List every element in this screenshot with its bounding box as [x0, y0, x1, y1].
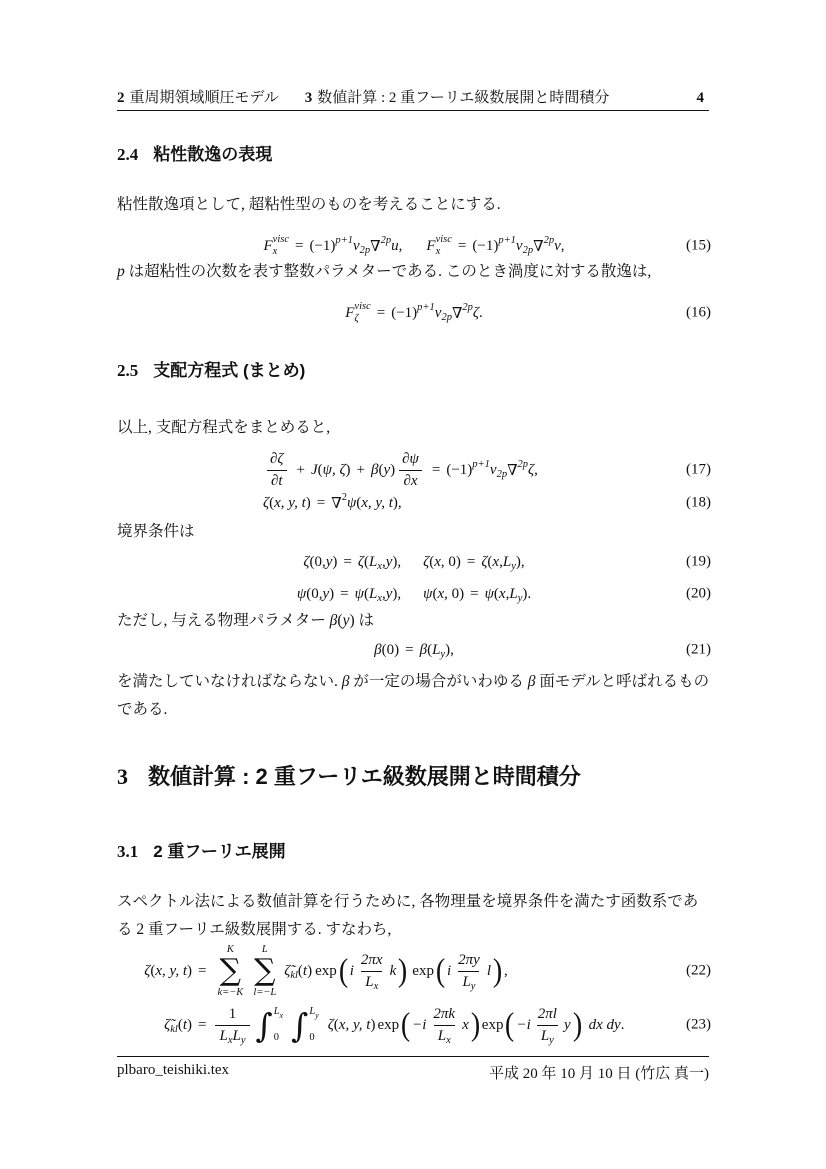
- paragraph-beta-parameter: ただし, 与える物理パラメター β(y) は: [117, 612, 375, 629]
- footer-filename: plbaro_teishiki.tex: [117, 1062, 230, 1078]
- header-doc-title-number: 2: [117, 90, 125, 106]
- section-number: 3: [117, 764, 128, 789]
- equation-16: F visc ζ = (−1) p+1 ν 2p ∇ 2p ζ . (16): [345, 301, 711, 324]
- section-heading-3-1: [117, 837, 286, 862]
- section-heading-3: [117, 760, 581, 791]
- equals-sign: =: [198, 962, 207, 979]
- equation-number-21: (21): [686, 641, 711, 658]
- equals-sign: =: [198, 1016, 207, 1033]
- equation-23-lhs: ζ̃ kl ( t ): [164, 1016, 192, 1036]
- equation-18: ζ ( x, y, t ) = ∇ 2 ψ ( x, y, t ), (18): [263, 492, 711, 512]
- equation-number-16: (16): [686, 304, 711, 321]
- section-title: 支配方程式 (まとめ): [153, 361, 306, 380]
- header-section-title: 3 数値計算 : 2 重フーリエ級数展開と時間積分: [304, 90, 610, 106]
- equation-19: ζ (0, y ) = ζ ( L x , y ), ζ ( x , 0) = ζ ( x , L y ), (19): [303, 553, 711, 573]
- equation-number-19: (19): [686, 553, 711, 570]
- equation-23: [112, 997, 711, 1053]
- equation-20: ψ (0, y ) = ψ ( L x , y ), ψ ( x , 0) = ψ ( x , L y ). (20): [296, 585, 711, 605]
- header-section-number: 3: [304, 90, 313, 106]
- section-heading-2-5: [117, 356, 305, 381]
- paragraph-beta-plane: を満たしていなければならない. β が一定の場合がいわゆる β 面モデルと呼ばれるものである.: [117, 673, 710, 718]
- equation-22-rhs: K ∑ k=−K L ∑ l=−L ζ̃ kl ( t ) exp ( i 2πx L x k ) exp ( i 2πy L y l ) ,: [217, 943, 508, 998]
- section-title: 2 重フーリエ展開: [153, 842, 286, 861]
- section-number: 2.5: [117, 361, 139, 380]
- header-doc-title: 2 重周期領域順圧モデル: [117, 90, 279, 106]
- paragraph-viscous-intro: 粘性散逸項として, 超粘性型のものを考えることにする.: [117, 196, 501, 213]
- equation-22: [112, 942, 711, 1000]
- footer-rule: [117, 1056, 709, 1057]
- equation-number-15: (15): [686, 237, 711, 254]
- equation-17: $\frac{\partial\zeta}{\partial t}$ + J ( ψ, ζ ) + β ( y ) $\frac{\partial\psi}{\partial x}$ = (−1) p+1 ν 2p ∇ 2p ζ , (17): [117, 442, 711, 498]
- header-page-number: 4: [696, 90, 704, 106]
- equation-number-20: (20): [686, 585, 711, 602]
- footer-date: 平成 20 年 10 月 10 日 (竹広 真一): [489, 1066, 709, 1082]
- equation-number-22: (22): [686, 962, 711, 979]
- page-footer: [117, 1062, 709, 1083]
- paragraph-governing-summary: 以上, 支配方程式をまとめると,: [117, 419, 331, 436]
- equation-15: F visc x = (−1) p+1 ν 2p ∇ 2p u , F visc x = (−1) p+1 ν 2p ∇ 2p v , (15): [263, 234, 711, 257]
- equation-number-23: (23): [686, 1016, 711, 1033]
- header-rule: [117, 110, 709, 111]
- equation-21: β (0) = β ( L y ), (21): [374, 641, 711, 661]
- paragraph-boundary-conditions: 境界条件は: [117, 523, 195, 540]
- section-heading-2-4: [117, 140, 272, 165]
- page-header: [117, 86, 709, 107]
- equation-23-rhs: 1 L x L y ∫ L x 0 ∫ L y 0 ζ ( x, y, t ) exp ( −i 2πk L x x ) exp ( −i 2πl L y y ) dx dy .: [212, 1005, 624, 1046]
- section-title: 粘性散逸の表現: [153, 145, 273, 164]
- section-title: 数値計算 : 2 重フーリエ級数展開と時間積分: [148, 764, 581, 789]
- equation-22-lhs: ζ ( x, y, t ): [144, 962, 192, 979]
- paragraph-spectral-method: スペクトル法による数値計算を行うために, 各物理量を境界条件を満たす函数系である 2 重フーリエ級数展開する. すなわち,: [117, 893, 699, 938]
- equation-number-18: (18): [686, 494, 711, 511]
- equation-number-17: (17): [686, 461, 711, 478]
- paragraph-hyperviscosity-order: p は超粘性の次数を表す整数パラメターである. このとき渦度に対する散逸は,: [117, 263, 652, 280]
- section-number: 2.4: [117, 145, 139, 164]
- section-number: 3.1: [117, 842, 139, 861]
